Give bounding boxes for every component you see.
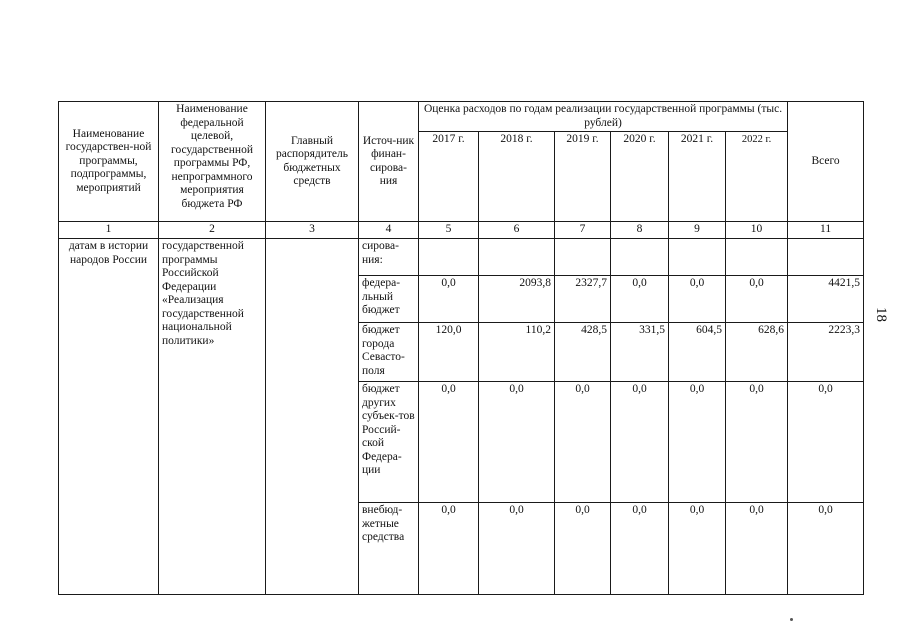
column-number-row [59,222,864,239]
header-year-2018: 2018 г. [479,132,555,222]
column-number: 8 [611,222,669,239]
value-cell: 0,0 [726,382,788,503]
header-federal-program: Наименование федеральной целевой, государственной программы РФ, непрограммного мероприятия бюджета РФ [159,102,266,222]
column-number: 9 [669,222,726,239]
column-number: 2 [159,222,266,239]
column-number: 5 [419,222,479,239]
header-year-2020: 2020 г. [611,132,669,222]
value-cell: 0,0 [726,503,788,595]
table-row [59,239,864,276]
value-cell: 0,0 [419,382,479,503]
value-cell: 428,5 [555,323,611,382]
federal-program-cell: государственной программы Российской Федерации «Реализация государственной национальной политики» [159,239,266,595]
source-cell: сирова-ния: [359,239,419,276]
column-number: 6 [479,222,555,239]
value-cell: 0,0 [611,503,669,595]
header-year-2019: 2019 г. [555,132,611,222]
value-cell [479,239,555,276]
total-cell: 0,0 [788,503,864,595]
source-cell: бюджет города Севасто-поля [359,323,419,382]
value-cell: 0,0 [419,503,479,595]
header-year-2022: 2022 г. [726,132,788,222]
header-year-2017: 2017 г. [419,132,479,222]
value-cell [669,239,726,276]
value-cell: 0,0 [479,382,555,503]
value-cell: 0,0 [611,382,669,503]
value-cell: 0,0 [611,276,669,323]
source-cell: федера-льный бюджет [359,276,419,323]
value-cell: 628,6 [726,323,788,382]
value-cell [555,239,611,276]
column-number: 10 [726,222,788,239]
value-cell: 2093,8 [479,276,555,323]
total-cell [788,239,864,276]
program-name-cell: датам в истории народов России [59,239,159,595]
column-number: 7 [555,222,611,239]
page-number: 18 [873,307,889,322]
value-cell: 120,0 [419,323,479,382]
value-cell: 0,0 [419,276,479,323]
budget-manager-cell [266,239,359,595]
total-cell: 0,0 [788,382,864,503]
header-years-group: Оценка расходов по годам реализации государственной программы (тыс. рублей) [419,102,788,132]
header-program-name: Наименование государствен-ной программы, подпрограммы, мероприятий [59,102,159,222]
source-cell: внебюд-жетные средства [359,503,419,595]
value-cell [419,239,479,276]
source-cell: бюджет других субъек-тов Россий-ской Федера-ции [359,382,419,503]
column-number: 11 [788,222,864,239]
value-cell: 2327,7 [555,276,611,323]
total-cell: 2223,3 [788,323,864,382]
value-cell [611,239,669,276]
header-funding-source: Источ-ник финан-сирова-ния [359,102,419,222]
value-cell [726,239,788,276]
value-cell: 0,0 [669,382,726,503]
header-total: Всего [788,102,864,222]
value-cell: 0,0 [726,276,788,323]
header-budget-manager: Главный распорядитель бюджетных средств [266,102,359,222]
value-cell: 110,2 [479,323,555,382]
value-cell: 0,0 [479,503,555,595]
budget-table [58,101,864,595]
header-year-2021: 2021 г. [669,132,726,222]
column-number: 4 [359,222,419,239]
scan-dot [790,618,793,621]
column-number: 1 [59,222,159,239]
value-cell: 0,0 [669,503,726,595]
value-cell: 331,5 [611,323,669,382]
total-cell: 4421,5 [788,276,864,323]
value-cell: 604,5 [669,323,726,382]
value-cell: 0,0 [555,382,611,503]
value-cell: 0,0 [669,276,726,323]
column-number: 3 [266,222,359,239]
value-cell: 0,0 [555,503,611,595]
